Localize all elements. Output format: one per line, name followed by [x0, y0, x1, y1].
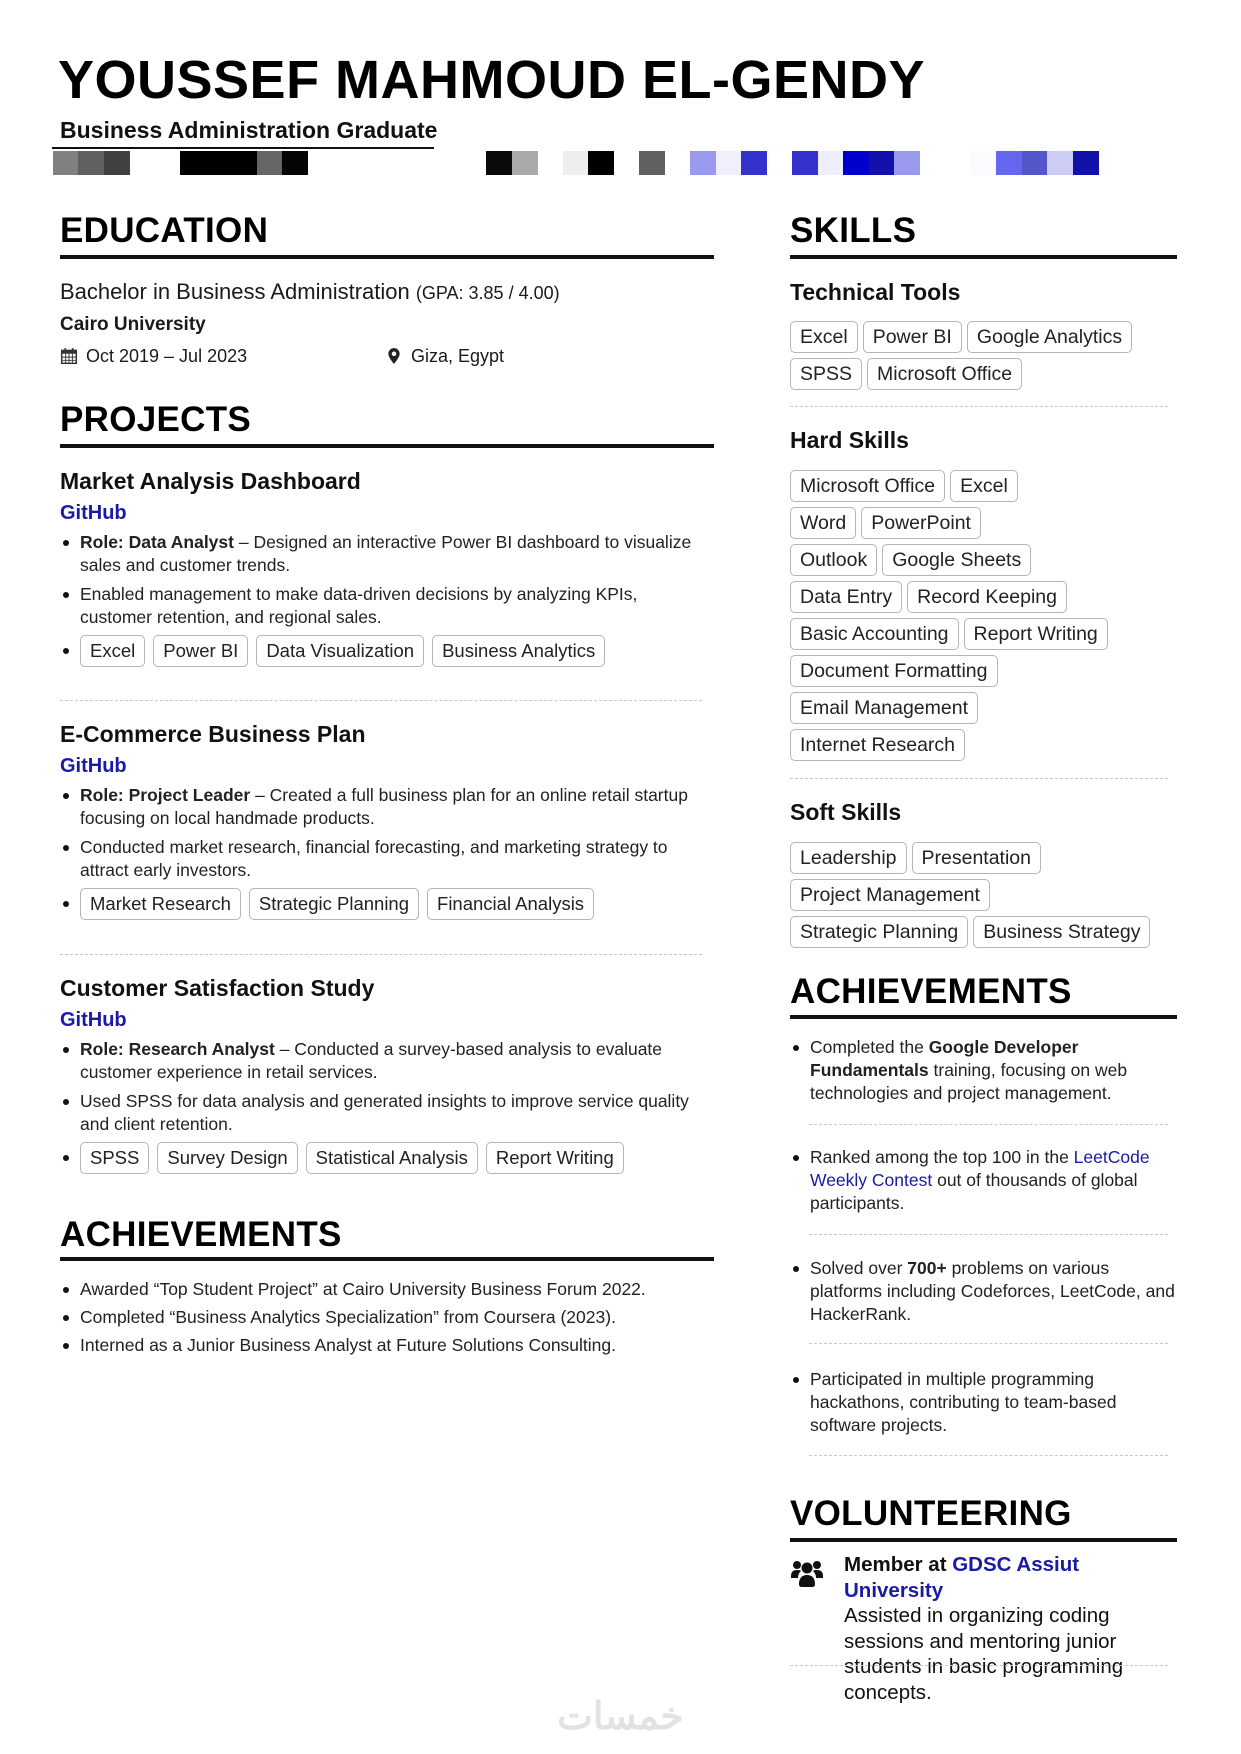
gpa: (GPA: 3.85 / 4.00) [415, 283, 560, 303]
project-role: Role: Data Analyst [80, 532, 234, 552]
skill-tag: Microsoft Office [867, 358, 1022, 390]
pixel-square [716, 151, 742, 175]
pixel-square [1073, 151, 1099, 175]
skill-tag: Report Writing [964, 618, 1108, 650]
organization-link[interactable]: GDSC Assiut University [844, 1553, 1080, 1602]
skill-tag: Survey Design [157, 1142, 297, 1174]
achievement-item: Interned as a Junior Business Analyst at Future Solutions Consulting. [60, 1334, 714, 1357]
project-tags [60, 1142, 714, 1174]
section-rule [790, 1538, 1177, 1542]
tag-row [790, 544, 1177, 576]
text: training, focusing on web technologies and project management. [810, 1060, 1128, 1103]
section-rule [790, 1015, 1177, 1019]
calendar-icon [60, 347, 78, 365]
projects-heading: PROJECTS [60, 400, 252, 439]
section-rule [60, 1257, 714, 1261]
skill-tag: Strategic Planning [249, 888, 419, 920]
skill-tag: Outlook [790, 544, 877, 576]
pixel-square [843, 151, 869, 175]
bullet-text: – Designed an interactive Power BI dashboard to visualize sales and customer trends. [80, 532, 692, 575]
skill-tag: Data Visualization [256, 635, 424, 667]
project-item [60, 974, 714, 1180]
project-bullet [60, 784, 714, 830]
text: problems on various platforms including Codeforces, LeetCode, and HackerRank. [810, 1258, 1175, 1324]
divider [790, 406, 1168, 407]
achievement-text [790, 1036, 1177, 1105]
pixel-square [869, 151, 895, 175]
divider [809, 1343, 1168, 1344]
tag-row [790, 729, 1177, 761]
hard-skills-tags [790, 470, 1177, 761]
skill-tag: SPSS [80, 1142, 149, 1174]
technical-tools-tags [790, 321, 1177, 390]
text: out of thousands of global participants. [810, 1170, 1138, 1213]
achievement-item: Awarded “Top Student Project” at Cairo University Business Forum 2022. [60, 1278, 714, 1301]
divider [60, 700, 702, 701]
pixel-square [690, 151, 716, 175]
pixel-square [78, 151, 104, 175]
project-bullet: Used SPSS for data analysis and generated insights to improve service quality and client retention. [60, 1090, 714, 1136]
skill-tag: Leadership [790, 842, 907, 874]
pixel-square [512, 151, 538, 175]
pixel-square [206, 151, 232, 175]
pixel-square [563, 151, 589, 175]
candidate-title: Business Administration Graduate [60, 117, 438, 143]
tag-row [790, 916, 1177, 948]
skill-tag: Excel [950, 470, 1018, 502]
pixel-square [971, 151, 997, 175]
project-role: Role: Research Analyst [80, 1039, 275, 1059]
project-title: Market Analysis Dashboard [60, 468, 361, 494]
text: Completed the [810, 1037, 929, 1057]
pixel-square [1047, 151, 1073, 175]
university: Cairo University [60, 314, 206, 335]
project-role: Role: Project Leader [80, 785, 251, 805]
skill-tag: Basic Accounting [790, 618, 959, 650]
project-bullet: Enabled management to make data-driven decisions by analyzing KPIs, customer retention, and regional sales. [60, 583, 714, 629]
candidate-name: YOUSSEF MAHMOUD EL-GENDY [58, 50, 926, 110]
divider [809, 1455, 1168, 1456]
pixel-square [231, 151, 257, 175]
tag-row [790, 842, 1177, 874]
pixel-square [792, 151, 818, 175]
skill-tag: Strategic Planning [790, 916, 968, 948]
achievements-list [60, 1278, 714, 1363]
skill-tag: Google Sheets [882, 544, 1031, 576]
skill-tag: Business Analytics [432, 635, 605, 667]
achievement-item [790, 1368, 1177, 1443]
pixel-square [104, 151, 130, 175]
section-rule [60, 255, 714, 259]
map-pin-icon [385, 347, 403, 365]
achievement-item [790, 1146, 1177, 1221]
skill-tag: Statistical Analysis [306, 1142, 478, 1174]
tag-row [790, 581, 1177, 613]
education-dates [60, 344, 247, 368]
leetcode-contest-link[interactable]: LeetCode Weekly Contest [810, 1147, 1150, 1190]
project-tags [60, 635, 714, 667]
volunteering-heading: VOLUNTEERING [790, 1494, 1072, 1533]
tag-row [790, 358, 1177, 390]
bold-text: Google Developer Fundamentals [810, 1037, 1079, 1080]
subtitle-underline [52, 147, 434, 149]
skill-tag: Excel [80, 635, 145, 667]
skill-tag: Market Research [80, 888, 241, 920]
location-text: Giza, Egypt [411, 346, 505, 366]
tag-row [790, 879, 1177, 911]
watermark-logo: خمسات [557, 1696, 684, 1738]
section-rule [790, 255, 1177, 259]
skill-tag: Email Management [790, 692, 978, 724]
pixel-square [996, 151, 1022, 175]
pixel-square [894, 151, 920, 175]
project-title: Customer Satisfaction Study [60, 975, 375, 1001]
project-bullet [60, 1038, 714, 1084]
skill-tag: Google Analytics [967, 321, 1132, 353]
hard-skills-title: Hard Skills [790, 427, 909, 453]
bold-text: 700+ [907, 1258, 947, 1278]
divider [790, 1665, 1168, 1666]
github-link[interactable]: GitHub [60, 1009, 127, 1031]
project-tags [60, 888, 714, 920]
pixel-square [588, 151, 614, 175]
skill-tag: Business Strategy [973, 916, 1150, 948]
text: Ranked among the top 100 in the [810, 1147, 1074, 1167]
skill-tag: Power BI [153, 635, 248, 667]
pixel-square [257, 151, 283, 175]
tag-row [790, 321, 1177, 353]
technical-tools-title: Technical Tools [790, 279, 961, 305]
soft-skills-tags [790, 842, 1177, 948]
tag-row [790, 507, 1177, 539]
skill-tag: Document Formatting [790, 655, 998, 687]
skill-tag: Excel [790, 321, 858, 353]
skill-tag: Presentation [912, 842, 1042, 874]
tag-row [790, 655, 1177, 687]
pixel-square [1022, 151, 1048, 175]
project-bullet [60, 531, 714, 577]
skill-tag: Report Writing [486, 1142, 624, 1174]
achievement-item [790, 1257, 1177, 1332]
skill-tag: SPSS [790, 358, 862, 390]
pixel-square [818, 151, 844, 175]
divider [60, 954, 702, 955]
achievement-text: Participated in multiple programming hackathons, contributing to team-based software projects. [790, 1368, 1177, 1437]
pixel-square [741, 151, 767, 175]
tag-row [790, 692, 1177, 724]
pixel-square [639, 151, 665, 175]
bullet-text: – Created a full business plan for an online retail startup focusing on local handmade products. [80, 785, 688, 828]
skill-tag: Power BI [863, 321, 962, 353]
project-bullet: Conducted market research, financial forecasting, and marketing strategy to attract early investors. [60, 836, 714, 882]
skill-tag: Data Entry [790, 581, 902, 613]
pixel-square [282, 151, 308, 175]
project-title: E-Commerce Business Plan [60, 721, 366, 747]
skill-tag: Internet Research [790, 729, 965, 761]
soft-skills-title: Soft Skills [790, 799, 902, 825]
divider [790, 778, 1168, 779]
volunteering-item [790, 1552, 1177, 1705]
achievement-item: Completed “Business Analytics Specialization” from Coursera (2023). [60, 1306, 714, 1329]
text: Solved over [810, 1258, 908, 1278]
github-link[interactable]: GitHub [60, 502, 127, 524]
degree-name: Bachelor in Business Administration [60, 279, 410, 304]
pixel-square [53, 151, 79, 175]
achievement-text [790, 1146, 1177, 1215]
pixel-square [486, 151, 512, 175]
dates-text: Oct 2019 – Jul 2023 [86, 346, 248, 366]
skill-tag: Record Keeping [907, 581, 1067, 613]
skill-tag: Microsoft Office [790, 470, 945, 502]
project-item [60, 467, 714, 673]
skills-heading: SKILLS [790, 211, 917, 250]
bullet-text: – Conducted a survey-based analysis to evaluate customer experience in retail services. [80, 1039, 663, 1082]
tag-row [790, 618, 1177, 650]
skill-tag: Word [790, 507, 856, 539]
divider [809, 1234, 1168, 1235]
education-location [385, 344, 504, 368]
pixel-square [180, 151, 206, 175]
degree [60, 278, 714, 307]
skill-tag: Project Management [790, 879, 990, 911]
achievement-item [790, 1036, 1177, 1111]
project-item [60, 720, 714, 926]
member-at-label: Member at [844, 1553, 953, 1576]
github-link[interactable]: GitHub [60, 755, 127, 777]
achievement-text [790, 1257, 1177, 1326]
section-rule [60, 444, 714, 448]
volunteering-description: Assisted in organizing coding sessions and mentoring junior students in basic programming concepts. [844, 1604, 1124, 1704]
achievements-heading: ACHIEVEMENTS [60, 1215, 342, 1254]
divider [809, 1124, 1168, 1125]
tag-row [790, 470, 1177, 502]
skill-tag: PowerPoint [861, 507, 981, 539]
skill-tag: Financial Analysis [427, 888, 594, 920]
users-group-icon [790, 1558, 824, 1588]
achievements-heading: ACHIEVEMENTS [790, 972, 1072, 1011]
education-heading: EDUCATION [60, 211, 269, 250]
